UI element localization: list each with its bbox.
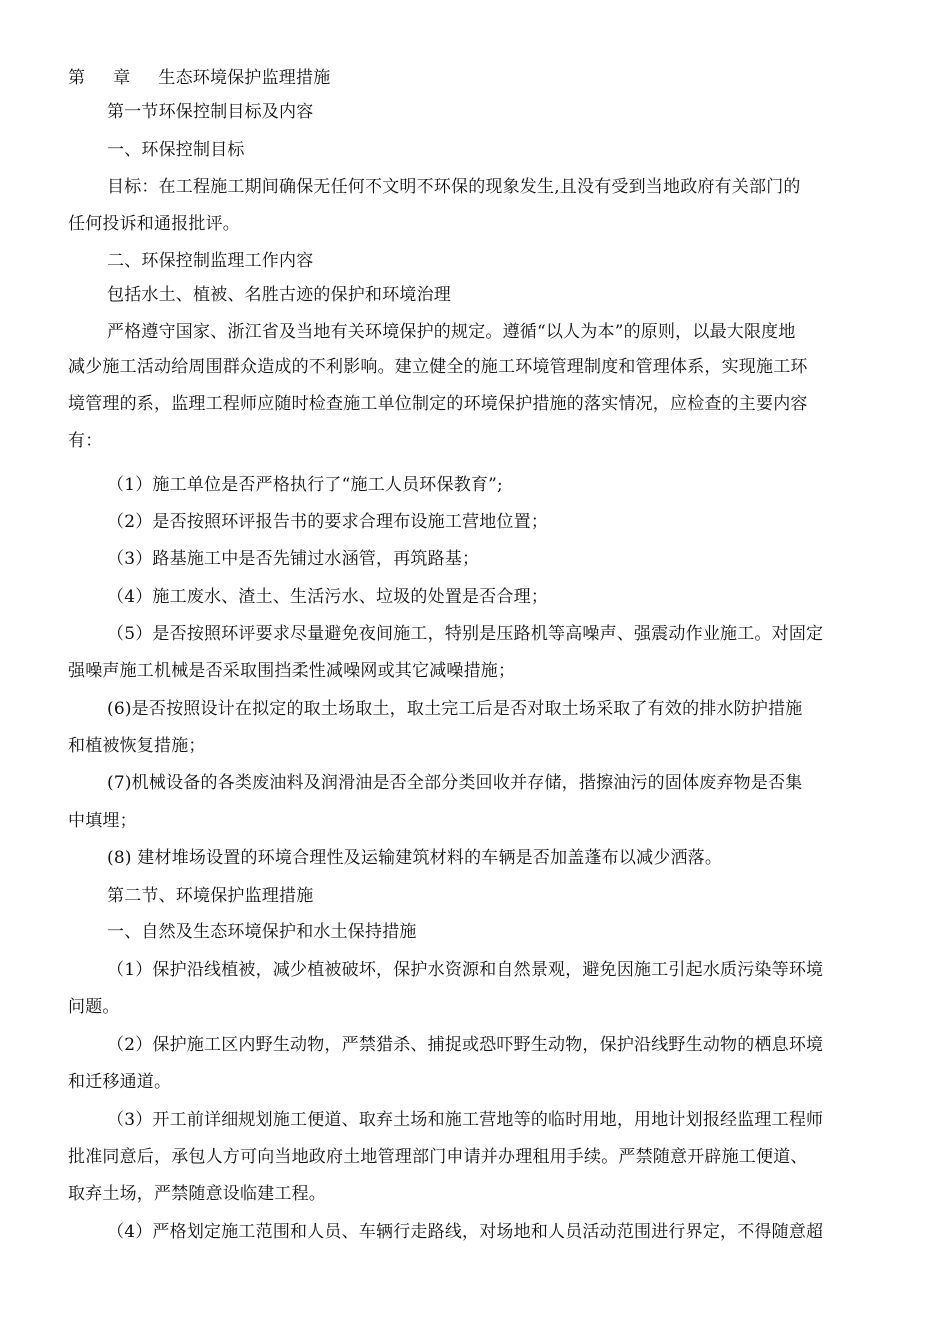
list-item-continuation: 批准同意后，承包人方可向当地政府土地管理部门申请并办理租用手续。严禁随意开辟施工便道、 bbox=[68, 1147, 808, 1167]
list-item: （2）保护施工区内野生动物，严禁猎杀、捕捉或恐吓野生动物，保护沿线野生动物的栖息环境 bbox=[107, 1035, 824, 1055]
chapter-label-1: 第 bbox=[68, 68, 86, 88]
list-item-continuation: 和植被恢复措施； bbox=[68, 736, 206, 756]
list-item: （3）开工前详细规划施工便道、取弃土场和施工营地等的临时用地，用地计划报经监理工程师 bbox=[107, 1110, 824, 1130]
list-item-continuation: 中填埋； bbox=[68, 811, 137, 831]
chapter-label-2: 章 bbox=[113, 68, 131, 88]
list-item: （3）路基施工中是否先铺过水涵管，再筑路基； bbox=[107, 549, 480, 569]
paragraph-line: 境管理的系，监理工程师应随时检查施工单位制定的环境保护措施的落实情况，应检查的主要内容 bbox=[68, 394, 808, 414]
paragraph-line: 目标：在工程施工期间确保无任何不文明不环保的现象发生,且没有受到当地政府有关部门的 bbox=[107, 177, 801, 197]
list-item: （2）是否按照环评报告书的要求合理布设施工营地位置； bbox=[107, 512, 549, 532]
list-item: (8) 建材堆场设置的环境合理性及运输建筑材料的车辆是否加盖蓬布以减少洒落。 bbox=[107, 848, 723, 868]
list-item: （5）是否按照环评要求尽量避免夜间施工，特别是压路机等高噪声、强震动作业施工。对固定 bbox=[107, 624, 824, 644]
list-item: （4）施工废水、渣土、生活污水、垃圾的处置是否合理； bbox=[107, 587, 549, 607]
section-heading-2: 第二节、环境保护监理措施 bbox=[107, 886, 314, 906]
list-item-continuation: 取弃土场，严禁随意设临建工程。 bbox=[68, 1184, 326, 1204]
chapter-title: 生态环境保护监理措施 bbox=[158, 68, 331, 88]
list-item: (7)机械设备的各类废油料及润滑油是否全部分类回收并存储，揩擦油污的固体废弃物是否集 bbox=[107, 773, 803, 793]
list-item-continuation: 和迁移通道。 bbox=[68, 1072, 172, 1092]
paragraph-line: 任何投诉和通报批评。 bbox=[68, 214, 240, 234]
paragraph-line: 减少施工活动给周围群众造成的不利影响。建立健全的施工环境管理制度和管理体系，实现施工环 bbox=[68, 357, 808, 377]
list-item: （4）严格划定施工范围和人员、车辆行走路线，对场地和人员活动范围进行界定，不得随意超 bbox=[107, 1222, 824, 1242]
paragraph-line: 严格遵守国家、浙江省及当地有关环境保护的规定。遵循“以人为本”的原则，以最大限度地 bbox=[107, 322, 796, 342]
list-item: （1）施工单位是否严格执行了“施工人员环保教育”; bbox=[107, 475, 503, 495]
list-item: (6)是否按照设计在拟定的取土场取土，取土完工后是否对取土场采取了有效的排水防护措施 bbox=[107, 699, 803, 719]
section-heading-1: 第一节环保控制目标及内容 bbox=[107, 102, 314, 122]
subheading-protection-measures: 一、自然及生态环境保护和水土保持措施 bbox=[107, 922, 417, 942]
list-item: （1）保护沿线植被，减少植被破坏，保护水资源和自然景观，避免因施工引起水质污染等环境 bbox=[107, 960, 824, 980]
chapter-heading bbox=[68, 67, 330, 89]
list-item-continuation: 强噪声施工机械是否采取围挡柔性减噪网或其它减噪措施； bbox=[68, 661, 516, 681]
list-item-continuation: 问题。 bbox=[68, 997, 120, 1017]
subheading-control-goal: 一、环保控制目标 bbox=[107, 140, 245, 160]
subheading-work-content: 二、环保控制监理工作内容 bbox=[107, 251, 314, 271]
paragraph-line: 有： bbox=[68, 431, 103, 451]
paragraph-line: 包括水土、植被、名胜古迹的保护和环境治理 bbox=[107, 285, 451, 305]
